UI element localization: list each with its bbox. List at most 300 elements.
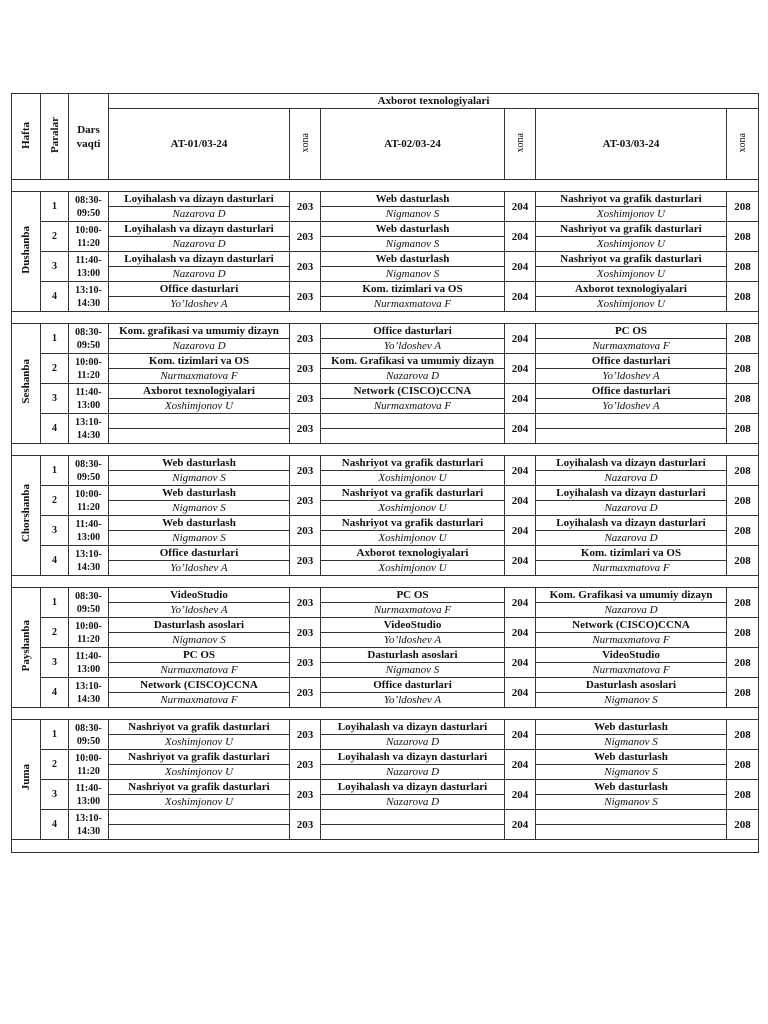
lesson-row	[12, 486, 759, 501]
subject-cell: Nashriyot va grafik dasturlari	[321, 486, 505, 501]
teacher-cell: Xoshimjonov U	[321, 501, 505, 516]
room-number: 208	[727, 384, 759, 414]
subject-cell: Loyihalash va dizayn dasturlari	[109, 252, 290, 267]
teacher-cell: Nazarova D	[321, 735, 505, 750]
teacher-cell: Nigmanov S	[536, 765, 727, 780]
time-end: 11:20	[77, 369, 100, 381]
time-start: 11:40-	[75, 518, 102, 530]
teacher-cell: Nazarova D	[321, 795, 505, 810]
teacher-row	[12, 399, 759, 414]
subject-cell	[536, 810, 727, 825]
teacher-cell: Nurmaxmatova F	[109, 693, 290, 708]
lesson-time	[69, 414, 109, 444]
subject-cell: Dasturlash asoslari	[109, 618, 290, 633]
time-start: 13:10-	[75, 812, 102, 824]
teacher-cell: Nazarova D	[536, 603, 727, 618]
room-number: 204	[505, 546, 536, 576]
day-label: Chorshanba	[20, 484, 32, 543]
room-number: 203	[290, 678, 321, 708]
day-separator	[12, 180, 759, 192]
teacher-cell: Yo’ldoshev A	[536, 399, 727, 414]
teacher-cell: Yo’ldoshev A	[321, 693, 505, 708]
room-number: 208	[727, 810, 759, 840]
lesson-time	[69, 810, 109, 840]
subject-cell: Loyihalash va dizayn dasturlari	[109, 222, 290, 237]
pair-number: 1	[41, 456, 69, 486]
lesson-time	[69, 192, 109, 222]
lesson-row	[12, 648, 759, 663]
room-number: 203	[290, 618, 321, 648]
teacher-cell: Xoshimjonov U	[109, 735, 290, 750]
teacher-cell: Yo’ldoshev A	[109, 561, 290, 576]
teacher-row	[12, 795, 759, 810]
lesson-row	[12, 384, 759, 399]
teacher-cell: Nurmaxmatova F	[321, 297, 505, 312]
lesson-row	[12, 678, 759, 693]
teacher-cell: Nigmanov S	[536, 735, 727, 750]
subject-cell: Office dasturlari	[109, 546, 290, 561]
subject-cell: Nashriyot va grafik dasturlari	[109, 780, 290, 795]
teacher-cell: Nazarova D	[109, 207, 290, 222]
subject-cell: Web dasturlash	[536, 780, 727, 795]
teacher-row	[12, 501, 759, 516]
teacher-cell: Yo’ldoshev A	[109, 297, 290, 312]
room-number: 203	[290, 192, 321, 222]
teacher-cell: Nigmanov S	[109, 531, 290, 546]
teacher-cell: Nazarova D	[536, 531, 727, 546]
lesson-time	[69, 588, 109, 618]
pair-number: 2	[41, 354, 69, 384]
day-separator	[12, 576, 759, 588]
room-number: 208	[727, 456, 759, 486]
subject-cell	[109, 810, 290, 825]
pair-number: 2	[41, 618, 69, 648]
lesson-time	[69, 354, 109, 384]
subject-cell: VideoStudio	[321, 618, 505, 633]
time-end: 09:50	[76, 207, 101, 219]
header-group-3: AT-03/03-24	[536, 109, 727, 180]
time-end: 13:00	[76, 531, 101, 543]
teacher-cell: Nurmaxmatova F	[536, 633, 727, 648]
day-label: Seshanba	[20, 359, 32, 404]
teacher-row	[12, 825, 759, 840]
day-name	[12, 456, 41, 576]
subject-cell: Kom. tizimlari va OS	[109, 354, 290, 369]
room-number: 208	[727, 780, 759, 810]
day-name	[12, 588, 41, 708]
room-number: 204	[505, 486, 536, 516]
lesson-time	[69, 282, 109, 312]
time-start: 11:40-	[75, 782, 102, 794]
teacher-cell: Yo’ldoshev A	[536, 369, 727, 384]
teacher-cell: Nurmaxmatova F	[109, 369, 290, 384]
pair-number: 4	[41, 282, 69, 312]
teacher-cell: Yo’ldoshev A	[109, 603, 290, 618]
room-number: 203	[290, 354, 321, 384]
lesson-time	[69, 618, 109, 648]
teacher-cell: Nurmaxmatova F	[109, 663, 290, 678]
lesson-row	[12, 546, 759, 561]
teacher-cell: Xoshimjonov U	[109, 795, 290, 810]
header-group-2: AT-02/03-24	[321, 109, 505, 180]
teacher-cell: Nigmanov S	[321, 207, 505, 222]
room-number: 208	[727, 720, 759, 750]
time-start: 13:10-	[75, 680, 102, 692]
teacher-cell: Xoshimjonov U	[321, 471, 505, 486]
room-number: 203	[290, 780, 321, 810]
teacher-cell: Nigmanov S	[109, 633, 290, 648]
subject-cell: VideoStudio	[109, 588, 290, 603]
pair-number: 3	[41, 780, 69, 810]
pair-number: 1	[41, 720, 69, 750]
subject-cell	[536, 414, 727, 429]
room-number: 203	[290, 648, 321, 678]
subject-cell: Web dasturlash	[321, 222, 505, 237]
teacher-row	[12, 429, 759, 444]
room-number: 203	[290, 546, 321, 576]
room-number: 203	[290, 282, 321, 312]
time-end: 14:30	[76, 297, 101, 309]
teacher-cell: Yo’ldoshev A	[321, 339, 505, 354]
pair-number: 3	[41, 516, 69, 546]
teacher-cell: Nigmanov S	[321, 267, 505, 282]
teacher-cell	[109, 429, 290, 444]
room-number: 208	[727, 546, 759, 576]
teacher-cell: Yo’ldoshev A	[321, 633, 505, 648]
teacher-cell: Nazarova D	[109, 237, 290, 252]
subject-cell: PC OS	[109, 648, 290, 663]
teacher-cell: Nurmaxmatova F	[321, 603, 505, 618]
lesson-row	[12, 192, 759, 207]
room-number: 208	[727, 588, 759, 618]
teacher-cell: Nazarova D	[109, 339, 290, 354]
lesson-row	[12, 750, 759, 765]
teacher-cell: Nurmaxmatova F	[536, 663, 727, 678]
time-end: 11:20	[77, 237, 100, 249]
time-start: 11:40-	[75, 386, 102, 398]
teacher-row	[12, 471, 759, 486]
subject-cell	[109, 414, 290, 429]
time-start: 08:30-	[75, 458, 102, 470]
pair-number: 3	[41, 384, 69, 414]
room-number: 208	[727, 486, 759, 516]
header-dars-vaqti: Dars vaqti	[69, 94, 109, 180]
time-end: 11:20	[77, 633, 100, 645]
lesson-row	[12, 516, 759, 531]
lesson-row	[12, 720, 759, 735]
lesson-time	[69, 384, 109, 414]
subject-cell: Loyihalash va dizayn dasturlari	[536, 456, 727, 471]
timetable	[11, 93, 759, 853]
lesson-row	[12, 456, 759, 471]
subject-cell: Loyihalash va dizayn dasturlari	[321, 720, 505, 735]
subject-cell: Dasturlash asoslari	[536, 678, 727, 693]
lesson-time	[69, 678, 109, 708]
lesson-row	[12, 222, 759, 237]
time-end: 09:50	[76, 339, 101, 351]
day-label: Payshanba	[20, 619, 32, 672]
separator-cell	[12, 708, 759, 720]
room-number: 204	[505, 618, 536, 648]
room-number: 203	[290, 324, 321, 354]
subject-cell	[321, 810, 505, 825]
header-hafta: Hafta	[12, 94, 41, 180]
subject-cell	[321, 414, 505, 429]
teacher-row	[12, 765, 759, 780]
subject-cell: Nashriyot va grafik dasturlari	[321, 516, 505, 531]
subject-cell: Office dasturlari	[321, 324, 505, 339]
subject-cell: Loyihalash va dizayn dasturlari	[321, 780, 505, 795]
time-start: 13:10-	[75, 284, 102, 296]
teacher-cell: Xoshimjonov U	[109, 765, 290, 780]
teacher-cell: Xoshimjonov U	[536, 297, 727, 312]
lesson-time	[69, 456, 109, 486]
room-number: 203	[290, 750, 321, 780]
lesson-row	[12, 252, 759, 267]
lesson-time	[69, 720, 109, 750]
subject-cell: Web dasturlash	[109, 516, 290, 531]
pair-number: 4	[41, 414, 69, 444]
subject-cell: Network (CISCO)CCNA	[321, 384, 505, 399]
room-number: 208	[727, 618, 759, 648]
lesson-row	[12, 618, 759, 633]
time-start: 08:30-	[75, 590, 102, 602]
subject-cell: Web dasturlash	[109, 456, 290, 471]
final-row	[12, 840, 759, 853]
room-number: 208	[727, 678, 759, 708]
room-number: 204	[505, 648, 536, 678]
lesson-time	[69, 516, 109, 546]
time-start: 10:00-	[75, 224, 102, 236]
room-number: 208	[727, 192, 759, 222]
teacher-row	[12, 237, 759, 252]
time-start: 08:30-	[75, 194, 102, 206]
time-start: 13:10-	[75, 548, 102, 560]
room-number: 203	[290, 456, 321, 486]
lesson-row	[12, 414, 759, 429]
subject-cell: Network (CISCO)CCNA	[536, 618, 727, 633]
day-separator	[12, 708, 759, 720]
lesson-row	[12, 354, 759, 369]
lesson-time	[69, 546, 109, 576]
lesson-row	[12, 810, 759, 825]
lesson-time	[69, 222, 109, 252]
teacher-cell: Xoshimjonov U	[536, 237, 727, 252]
subject-cell: PC OS	[536, 324, 727, 339]
teacher-cell: Xoshimjonov U	[321, 531, 505, 546]
lesson-time	[69, 780, 109, 810]
lesson-row	[12, 324, 759, 339]
room-number: 208	[727, 222, 759, 252]
subject-cell: Axborot texnologiyalari	[321, 546, 505, 561]
room-number: 208	[727, 516, 759, 546]
teacher-cell: Nazarova D	[109, 267, 290, 282]
day-label: Juma	[20, 764, 32, 791]
time-end: 11:20	[77, 765, 100, 777]
teacher-cell: Nigmanov S	[536, 693, 727, 708]
time-end: 14:30	[76, 693, 101, 705]
room-number: 203	[290, 414, 321, 444]
room-number: 204	[505, 282, 536, 312]
subject-cell: Kom. Grafikasi va umumiy dizayn	[536, 588, 727, 603]
time-start: 11:40-	[75, 650, 102, 662]
teacher-row	[12, 369, 759, 384]
subject-cell: Nashriyot va grafik dasturlari	[321, 456, 505, 471]
separator-cell	[12, 312, 759, 324]
teacher-cell: Xoshimjonov U	[536, 207, 727, 222]
time-end: 09:50	[76, 735, 101, 747]
subject-cell: Office dasturlari	[536, 354, 727, 369]
room-number: 203	[290, 720, 321, 750]
room-number: 203	[290, 252, 321, 282]
teacher-cell: Nigmanov S	[109, 501, 290, 516]
teacher-cell	[109, 825, 290, 840]
lesson-time	[69, 324, 109, 354]
subject-cell: Axborot texnologiyalari	[536, 282, 727, 297]
day-name	[12, 720, 41, 840]
day-separator	[12, 444, 759, 456]
teacher-cell: Nurmaxmatova F	[536, 339, 727, 354]
subject-cell: Web dasturlash	[109, 486, 290, 501]
teacher-row	[12, 693, 759, 708]
time-start: 11:40-	[75, 254, 102, 266]
separator-cell	[12, 180, 759, 192]
teacher-row	[12, 663, 759, 678]
pair-number: 3	[41, 648, 69, 678]
pair-number: 4	[41, 546, 69, 576]
teacher-cell	[321, 825, 505, 840]
teacher-cell: Nigmanov S	[321, 237, 505, 252]
time-end: 14:30	[76, 561, 101, 573]
time-end: 13:00	[76, 399, 101, 411]
time-start: 10:00-	[75, 620, 102, 632]
room-number: 204	[505, 252, 536, 282]
teacher-cell: Nazarova D	[321, 765, 505, 780]
room-number: 203	[290, 516, 321, 546]
final-cell	[12, 840, 759, 853]
subject-cell: Loyihalash va dizayn dasturlari	[321, 750, 505, 765]
subject-cell: Web dasturlash	[321, 192, 505, 207]
pair-number: 1	[41, 324, 69, 354]
room-number: 204	[505, 588, 536, 618]
header-room-3: xona	[727, 109, 759, 180]
lesson-time	[69, 648, 109, 678]
time-end: 13:00	[76, 267, 101, 279]
pair-number: 2	[41, 486, 69, 516]
room-number: 204	[505, 516, 536, 546]
header-group-1: AT-01/03-24	[109, 109, 290, 180]
time-end: 13:00	[76, 795, 101, 807]
time-start: 10:00-	[75, 488, 102, 500]
pair-number: 2	[41, 750, 69, 780]
subject-cell: Kom. tizimlari va OS	[536, 546, 727, 561]
room-number: 208	[727, 414, 759, 444]
teacher-row	[12, 297, 759, 312]
teacher-row	[12, 735, 759, 750]
room-number: 208	[727, 324, 759, 354]
room-number: 204	[505, 750, 536, 780]
subject-cell: Dasturlash asoslari	[321, 648, 505, 663]
lesson-row	[12, 780, 759, 795]
subject-cell: Axborot texnologiyalari	[109, 384, 290, 399]
time-start: 10:00-	[75, 752, 102, 764]
subject-cell: Web dasturlash	[536, 750, 727, 765]
pair-number: 1	[41, 588, 69, 618]
subject-cell: VideoStudio	[536, 648, 727, 663]
teacher-cell	[536, 825, 727, 840]
subject-cell: Kom. Grafikasi va umumiy dizayn	[321, 354, 505, 369]
time-end: 09:50	[76, 603, 101, 615]
pair-number: 4	[41, 678, 69, 708]
subject-cell: Web dasturlash	[536, 720, 727, 735]
teacher-cell: Xoshimjonov U	[536, 267, 727, 282]
room-number: 208	[727, 354, 759, 384]
room-number: 204	[505, 456, 536, 486]
room-number: 204	[505, 414, 536, 444]
teacher-cell: Nigmanov S	[321, 663, 505, 678]
teacher-cell	[536, 429, 727, 444]
room-number: 203	[290, 810, 321, 840]
teacher-cell: Xoshimjonov U	[109, 399, 290, 414]
pair-number: 4	[41, 810, 69, 840]
pair-number: 3	[41, 252, 69, 282]
pair-number: 1	[41, 192, 69, 222]
time-end: 14:30	[76, 825, 101, 837]
subject-cell: Nashriyot va grafik dasturlari	[109, 750, 290, 765]
header-faculty: Axborot texnologiyalari	[109, 94, 759, 109]
pair-number: 2	[41, 222, 69, 252]
room-number: 204	[505, 384, 536, 414]
teacher-cell	[321, 429, 505, 444]
lesson-time	[69, 252, 109, 282]
subject-cell: Kom. grafikasi va umumiy dizayn	[109, 324, 290, 339]
subject-cell: Nashriyot va grafik dasturlari	[536, 192, 727, 207]
room-number: 204	[505, 780, 536, 810]
day-label: Dushanba	[20, 225, 32, 274]
subject-cell: Nashriyot va grafik dasturlari	[536, 222, 727, 237]
teacher-row	[12, 207, 759, 222]
teacher-cell: Nigmanov S	[109, 471, 290, 486]
subject-cell: Loyihalash va dizayn dasturlari	[536, 516, 727, 531]
room-number: 204	[505, 192, 536, 222]
teacher-cell: Nigmanov S	[536, 795, 727, 810]
day-name	[12, 192, 41, 312]
subject-cell: Loyihalash va dizayn dasturlari	[109, 192, 290, 207]
day-name	[12, 324, 41, 444]
room-number: 204	[505, 354, 536, 384]
lesson-row	[12, 588, 759, 603]
subject-cell: Loyihalash va dizayn dasturlari	[536, 486, 727, 501]
room-number: 203	[290, 486, 321, 516]
subject-cell: Nashriyot va grafik dasturlari	[536, 252, 727, 267]
teacher-row	[12, 603, 759, 618]
room-number: 208	[727, 648, 759, 678]
teacher-cell: Nazarova D	[536, 471, 727, 486]
teacher-cell: Nurmaxmatova F	[321, 399, 505, 414]
room-number: 208	[727, 750, 759, 780]
room-number: 204	[505, 720, 536, 750]
header-room-1: xona	[290, 109, 321, 180]
subject-cell: Kom. tizimlari va OS	[321, 282, 505, 297]
teacher-row	[12, 561, 759, 576]
separator-cell	[12, 576, 759, 588]
subject-cell: Office dasturlari	[536, 384, 727, 399]
subject-cell: Web dasturlash	[321, 252, 505, 267]
lesson-row	[12, 282, 759, 297]
room-number: 208	[727, 282, 759, 312]
room-number: 204	[505, 810, 536, 840]
time-start: 08:30-	[75, 326, 102, 338]
